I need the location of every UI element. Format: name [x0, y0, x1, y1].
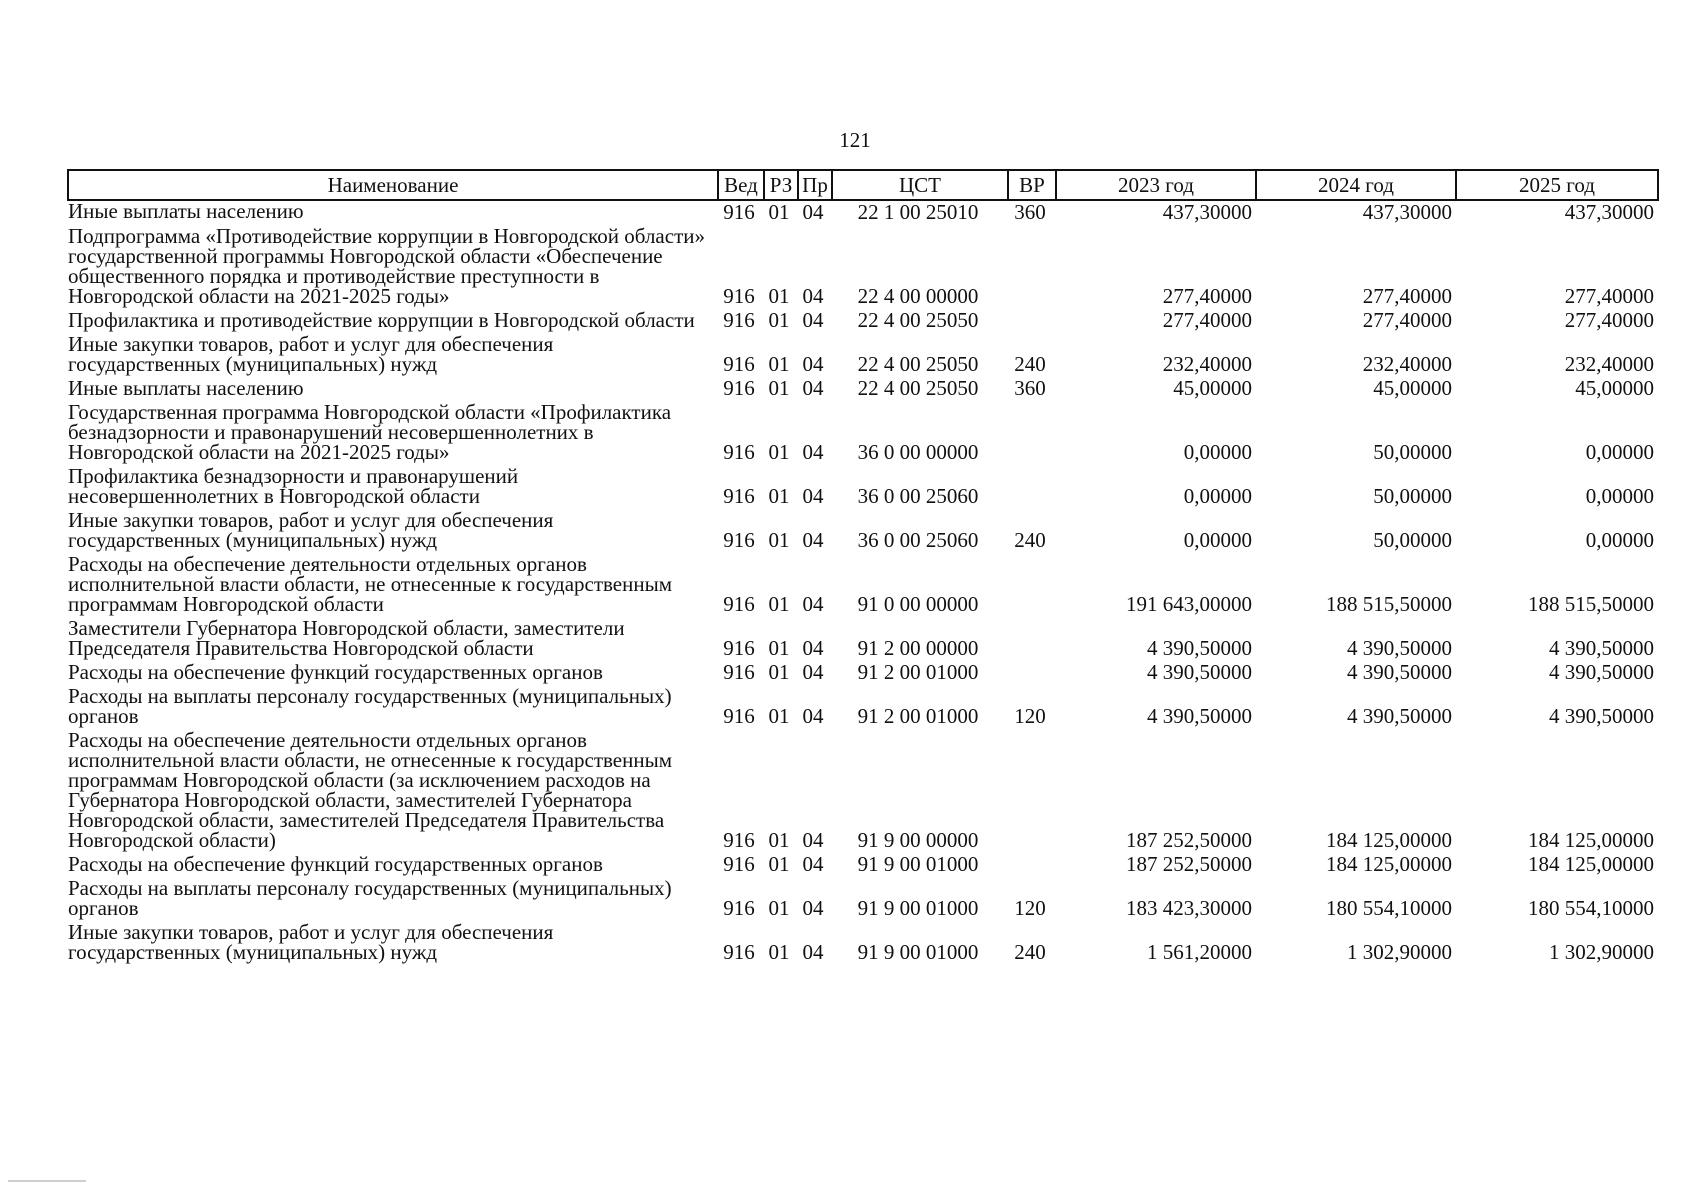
- row-rz: 01: [768, 528, 790, 552]
- row-cst: 91 2 00 00000: [857, 636, 979, 660]
- row-vr: [1008, 658, 1056, 682]
- row-rz: 01: [768, 828, 790, 852]
- row-value-2023: 277,40000: [1162, 284, 1252, 308]
- row-name: Расходы на обеспечение деятельности отдельных органов исполнительной власти области, не отнесенные к государственным программам Новгородской области: [68, 552, 673, 616]
- row-name: Расходы на выплаты персоналу государственных (муниципальных) органов: [68, 876, 672, 920]
- row-cst: 22 4 00 25050: [857, 376, 979, 400]
- row-ved: 916: [723, 896, 755, 920]
- row-value-2023: 437,30000: [1162, 200, 1252, 224]
- row-name: Расходы на обеспечение функций государственных органов: [68, 660, 603, 684]
- row-ved: 916: [723, 660, 755, 684]
- row-pr: 04: [802, 592, 824, 616]
- row-value-2023: 277,40000: [1162, 308, 1252, 332]
- row-cst: 22 4 00 00000: [857, 284, 979, 308]
- row-vr: [1008, 550, 1056, 614]
- row-value-2024: 4 390,50000: [1347, 636, 1452, 660]
- row-value-2024: 184 125,00000: [1326, 852, 1452, 876]
- row-name: Иные выплаты населению: [68, 376, 304, 400]
- row-value-2024: 4 390,50000: [1347, 704, 1452, 728]
- row-rz: 01: [768, 308, 790, 332]
- table-header: [68, 170, 1658, 200]
- table-row: [68, 726, 1658, 850]
- header-cst: ЦСТ: [832, 170, 1008, 200]
- row-rz: 01: [768, 940, 790, 964]
- row-rz: 01: [768, 592, 790, 616]
- row-ved: 916: [723, 200, 755, 224]
- row-value-2024: 184 125,00000: [1326, 828, 1452, 852]
- header-2023: 2023 год: [1056, 170, 1256, 200]
- row-cst: 22 4 00 25050: [857, 308, 979, 332]
- row-ved: 916: [723, 352, 755, 376]
- row-vr: 240: [1014, 940, 1046, 964]
- row-name: Расходы на обеспечение деятельности отдельных органов исполнительной власти области, не отнесенные к государственным программам Новгородской области (за исключением расходов на Губернатора Новгородской области, заместителей Губернатора Новгородской области, заместителей Председателя Правительства Новгородской области): [68, 728, 673, 852]
- row-pr: 04: [802, 352, 824, 376]
- table-row: [68, 506, 1658, 550]
- header-ved: Вед: [718, 170, 764, 200]
- row-value-2023: 232,40000: [1162, 352, 1252, 376]
- table-row: [68, 918, 1658, 962]
- row-ved: 916: [723, 592, 755, 616]
- row-vr: 120: [1014, 704, 1046, 728]
- table-row: [68, 874, 1658, 918]
- row-value-2023: 0,00000: [1183, 484, 1252, 508]
- row-vr: 360: [1014, 200, 1046, 224]
- row-value-2025: 277,40000: [1564, 308, 1654, 332]
- header-pr: Пр: [798, 170, 832, 200]
- row-value-2023: 183 423,30000: [1126, 896, 1252, 920]
- row-value-2023: 4 390,50000: [1147, 660, 1252, 684]
- row-rz: 01: [768, 376, 790, 400]
- row-value-2023: 0,00000: [1183, 440, 1252, 464]
- row-name: Расходы на выплаты персоналу государственных (муниципальных) органов: [68, 684, 672, 728]
- table-row: [68, 550, 1658, 614]
- row-cst: 91 2 00 01000: [857, 704, 979, 728]
- row-value-2025: 277,40000: [1564, 284, 1654, 308]
- row-value-2025: 1 302,90000: [1549, 940, 1654, 964]
- row-value-2024: 277,40000: [1362, 308, 1452, 332]
- row-name: Иные закупки товаров, работ и услуг для обеспечения государственных (муниципальных) нужд: [68, 920, 554, 964]
- scan-artifact: [8, 1180, 86, 1182]
- row-pr: 04: [802, 484, 824, 508]
- row-name: Иные закупки товаров, работ и услуг для обеспечения государственных (муниципальных) нужд: [68, 508, 554, 552]
- row-name: Государственная программа Новгородской области «Профилактика безнадзорности и правонарушений несовершеннолетних в Новгородской области на 2021-2025 годы»: [68, 400, 672, 464]
- row-pr: 04: [802, 284, 824, 308]
- table-row: [68, 330, 1658, 374]
- row-vr: 240: [1014, 528, 1046, 552]
- row-value-2025: 45,00000: [1575, 376, 1654, 400]
- row-value-2025: 184 125,00000: [1528, 852, 1654, 876]
- row-value-2025: 0,00000: [1585, 440, 1654, 464]
- row-rz: 01: [768, 484, 790, 508]
- table-row: [68, 398, 1658, 462]
- header-vr: ВР: [1008, 170, 1056, 200]
- row-value-2025: 232,40000: [1564, 352, 1654, 376]
- row-value-2024: 188 515,50000: [1326, 592, 1452, 616]
- row-ved: 916: [723, 376, 755, 400]
- row-name: Расходы на обеспечение функций государственных органов: [68, 852, 603, 876]
- table-row: [68, 614, 1658, 658]
- row-value-2024: 1 302,90000: [1347, 940, 1452, 964]
- row-name: Подпрограмма «Противодействие коррупции в Новгородской области» государственной программы Новгородской области «Обеспечение общественного порядка и противодействие преступности в Новгородской области на 2021-2025 годы»: [68, 224, 705, 308]
- row-vr: [1008, 306, 1056, 330]
- row-value-2024: 50,00000: [1373, 484, 1452, 508]
- row-cst: 91 9 00 01000: [857, 896, 979, 920]
- row-cst: 36 0 00 25060: [857, 528, 979, 552]
- row-pr: 04: [802, 704, 824, 728]
- row-pr: 04: [802, 528, 824, 552]
- row-pr: 04: [802, 828, 824, 852]
- row-vr: 360: [1014, 376, 1046, 400]
- row-value-2023: 4 390,50000: [1147, 704, 1252, 728]
- row-value-2025: 437,30000: [1564, 200, 1654, 224]
- budget-table: [67, 169, 1659, 962]
- row-value-2025: 188 515,50000: [1528, 592, 1654, 616]
- row-rz: 01: [768, 200, 790, 224]
- header-rz: РЗ: [764, 170, 798, 200]
- row-vr: [1008, 222, 1056, 306]
- row-value-2024: 180 554,10000: [1326, 896, 1452, 920]
- row-cst: 91 9 00 00000: [857, 828, 979, 852]
- row-ved: 916: [723, 852, 755, 876]
- row-value-2025: 0,00000: [1585, 484, 1654, 508]
- row-pr: 04: [802, 636, 824, 660]
- row-value-2025: 180 554,10000: [1528, 896, 1654, 920]
- row-pr: 04: [802, 440, 824, 464]
- row-ved: 916: [723, 636, 755, 660]
- row-cst: 91 2 00 01000: [857, 660, 979, 684]
- row-ved: 916: [723, 940, 755, 964]
- table-row: [68, 658, 1658, 682]
- row-pr: 04: [802, 200, 824, 224]
- row-value-2024: 232,40000: [1362, 352, 1452, 376]
- row-cst: 91 0 00 00000: [857, 592, 979, 616]
- row-name: Иные закупки товаров, работ и услуг для обеспечения государственных (муниципальных) нужд: [68, 332, 554, 376]
- table-row: [68, 682, 1658, 726]
- row-value-2023: 4 390,50000: [1147, 636, 1252, 660]
- row-value-2024: 277,40000: [1362, 284, 1452, 308]
- row-ved: 916: [723, 440, 755, 464]
- table-row: [68, 200, 1658, 222]
- page-number: 121: [839, 128, 871, 152]
- row-ved: 916: [723, 484, 755, 508]
- row-value-2025: 4 390,50000: [1549, 636, 1654, 660]
- row-name: Заместители Губернатора Новгородской области, заместители Председателя Правительства Новгородской области: [68, 616, 625, 660]
- row-rz: 01: [768, 352, 790, 376]
- row-vr: 240: [1014, 352, 1046, 376]
- row-vr: 120: [1014, 896, 1046, 920]
- row-pr: 04: [802, 896, 824, 920]
- row-pr: 04: [802, 376, 824, 400]
- header-2024: 2024 год: [1256, 170, 1456, 200]
- row-rz: 01: [768, 284, 790, 308]
- row-pr: 04: [802, 940, 824, 964]
- table-row: [68, 306, 1658, 330]
- row-ved: 916: [723, 284, 755, 308]
- row-rz: 01: [768, 636, 790, 660]
- row-rz: 01: [768, 896, 790, 920]
- row-value-2023: 187 252,50000: [1126, 828, 1252, 852]
- row-value-2025: 4 390,50000: [1549, 704, 1654, 728]
- row-rz: 01: [768, 852, 790, 876]
- row-name: Профилактика безнадзорности и правонарушений несовершеннолетних в Новгородской области: [68, 464, 519, 508]
- row-value-2023: 187 252,50000: [1126, 852, 1252, 876]
- row-value-2024: 50,00000: [1373, 528, 1452, 552]
- row-value-2024: 45,00000: [1373, 376, 1452, 400]
- row-value-2025: 4 390,50000: [1549, 660, 1654, 684]
- row-cst: 36 0 00 25060: [857, 484, 979, 508]
- header-name: Наименование: [68, 170, 718, 200]
- row-rz: 01: [768, 440, 790, 464]
- row-cst: 91 9 00 01000: [857, 940, 979, 964]
- table-row: [68, 850, 1658, 874]
- row-ved: 916: [723, 308, 755, 332]
- row-value-2023: 191 643,00000: [1126, 592, 1252, 616]
- table-body: [68, 200, 1658, 962]
- row-vr: [1008, 850, 1056, 874]
- row-pr: 04: [802, 852, 824, 876]
- row-cst: 91 9 00 01000: [857, 852, 979, 876]
- row-value-2025: 0,00000: [1585, 528, 1654, 552]
- row-rz: 01: [768, 660, 790, 684]
- table-row: [68, 462, 1658, 506]
- row-vr: [1008, 462, 1056, 506]
- row-ved: 916: [723, 528, 755, 552]
- table-row: [68, 374, 1658, 398]
- row-value-2024: 437,30000: [1362, 200, 1452, 224]
- row-vr: [1008, 614, 1056, 658]
- row-value-2023: 0,00000: [1183, 528, 1252, 552]
- row-rz: 01: [768, 704, 790, 728]
- row-value-2024: 50,00000: [1373, 440, 1452, 464]
- row-name: Профилактика и противодействие коррупции в Новгородской области: [68, 308, 695, 332]
- row-value-2025: 184 125,00000: [1528, 828, 1654, 852]
- row-ved: 916: [723, 704, 755, 728]
- row-vr: [1008, 726, 1056, 850]
- row-ved: 916: [723, 828, 755, 852]
- row-vr: [1008, 398, 1056, 462]
- row-value-2023: 1 561,20000: [1147, 940, 1252, 964]
- header-2025: 2025 год: [1456, 170, 1658, 200]
- row-value-2023: 45,00000: [1173, 376, 1252, 400]
- table-row: [68, 222, 1658, 306]
- row-cst: 22 4 00 25050: [857, 352, 979, 376]
- row-pr: 04: [802, 308, 824, 332]
- row-cst: 36 0 00 00000: [857, 440, 979, 464]
- row-name: Иные выплаты населению: [68, 199, 304, 223]
- row-pr: 04: [802, 660, 824, 684]
- row-cst: 22 1 00 25010: [857, 200, 979, 224]
- row-value-2024: 4 390,50000: [1347, 660, 1452, 684]
